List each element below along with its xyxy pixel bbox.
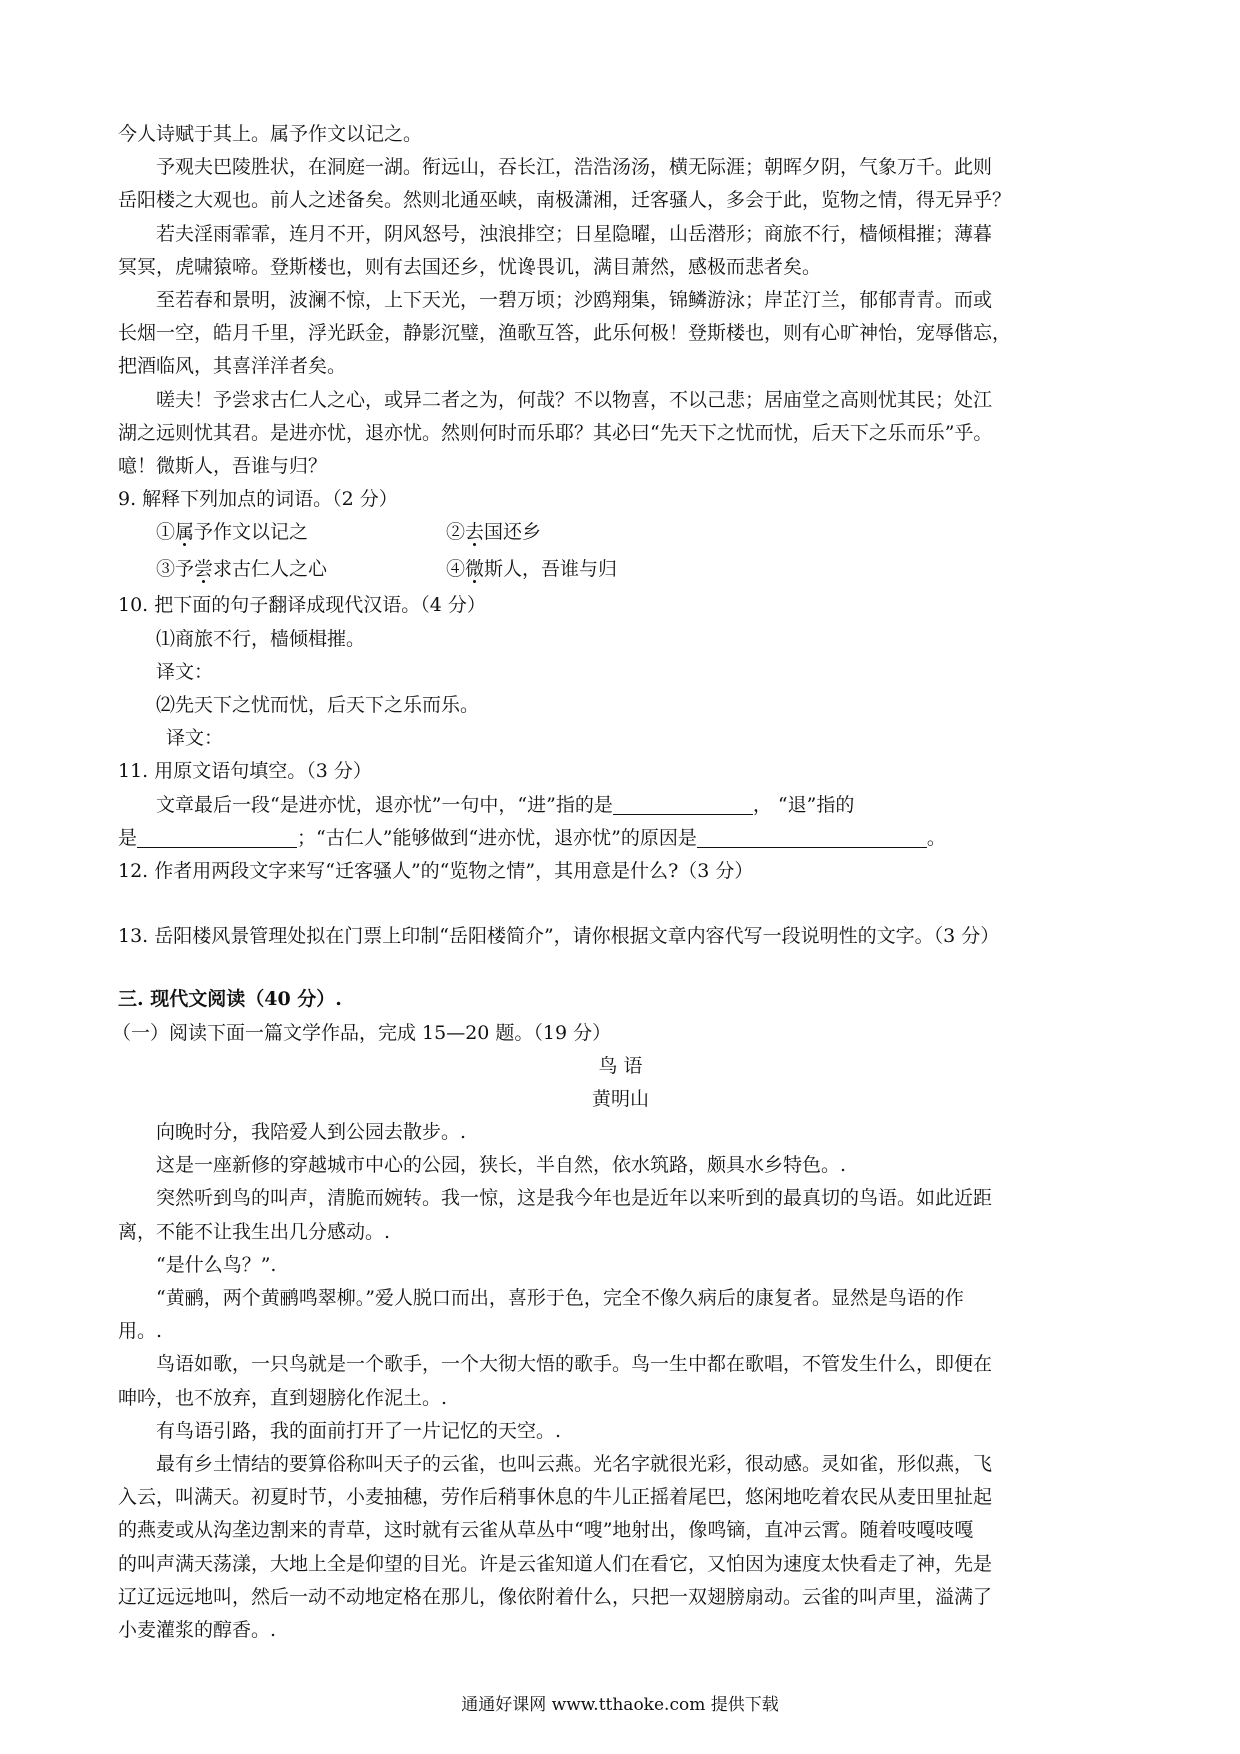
question-10-sentence-1: ⑴商旅不行，樯倾楫摧。 bbox=[156, 627, 366, 650]
text-line: 长烟一空，皓月千里，浮光跃金，静影沉璧，渔歌互答，此乐何极！登斯楼也，则有心旷神怡，宠辱偕忘， bbox=[118, 322, 1012, 345]
answer-blank[interactable] bbox=[697, 825, 927, 848]
text-line: 这是一座新修的穿越城市中心的公园，狭长，半自然，依水筑路，颇具水乡特色。. bbox=[156, 1154, 847, 1177]
text-line: 岳阳楼之大观也。前人之述备矣。然则北通巫峡，南极潇湘，迁客骚人，多会于此，览物之情，得无异乎？ bbox=[118, 189, 1012, 212]
question-11-title: 11. 用原文语句填空。（3 分） bbox=[118, 760, 372, 783]
text-line: “是什么鸟？”. bbox=[156, 1253, 277, 1276]
dotted-word: 微 bbox=[465, 558, 485, 581]
question-10-title: 10. 把下面的句子翻译成现代汉语。（4 分） bbox=[118, 594, 486, 617]
text-line: 最有乡土情结的要算俗称叫天子的云雀，也叫云燕。光名字就很光彩，很动感。灵如雀，形似燕，飞 bbox=[156, 1452, 993, 1475]
question-13: 13. 岳阳楼风景管理处拟在门票上印制“岳阳楼简介”，请你根据文章内容代写一段说明性的文字。（3 分） bbox=[118, 925, 1000, 948]
translation-label: 译文： bbox=[156, 660, 214, 683]
text-segment: ；“古仁人”能够做到“进亦忧，退亦忧”的原因是 bbox=[297, 826, 697, 849]
option-1 bbox=[156, 516, 446, 549]
question-11-line-2 bbox=[118, 822, 1123, 855]
text-line: 冥冥，虎啸猿啼。登斯楼也，则有去国还乡，忧谗畏讥，满目萧然，感极而悲者矣。 bbox=[118, 255, 822, 278]
text-segment: 文章最后一段“是进亦忧，退亦忧”一句中，“进”指的是 bbox=[156, 793, 613, 816]
answer-space bbox=[118, 953, 1123, 983]
text-line: 突然听到鸟的叫声，清脆而婉转。我一惊，这是我今年也是近年以来听到的最真切的鸟语。如此近距 bbox=[156, 1187, 993, 1210]
option-prefix: ② bbox=[446, 521, 466, 544]
answer-blank[interactable] bbox=[137, 825, 297, 848]
text-line: 鸟语如歌，一只鸟就是一个歌手，一个大彻大悟的歌手。鸟一生中都在歌唱，不管发生什么，即便在 bbox=[156, 1353, 993, 1376]
text-line: 向晚时分，我陪爱人到公园去散步。. bbox=[156, 1121, 467, 1144]
text-line: 嗟夫！予尝求古仁人之心，或异二者之为，何哉？不以物喜，不以己悲；居庙堂之高则忧其民；处江 bbox=[156, 388, 993, 411]
text-line: 小麦灌浆的醇香。. bbox=[118, 1618, 277, 1641]
text-line: 把酒临风，其喜洋洋者矣。 bbox=[118, 355, 347, 378]
paragraph-2 bbox=[118, 218, 1123, 284]
text-line: 呻吟，也不放弃，直到翅膀化作泥土。. bbox=[118, 1386, 448, 1409]
option-text: 国还乡 bbox=[484, 521, 542, 544]
text-line: 予观夫巴陵胜状，在洞庭一湖。衔远山，吞长江，浩浩汤汤，横无际涯；朝晖夕阴，气象万千。此则 bbox=[156, 156, 993, 179]
page-footer: 通通好课网 www.tthaoke.com 提供下载 bbox=[461, 1695, 779, 1715]
option-text: 求古仁人之心 bbox=[213, 558, 328, 581]
text-segment: 是 bbox=[118, 826, 138, 849]
translation-label: 译文： bbox=[166, 727, 224, 750]
text-line: 的叫声满天荡漾，大地上全是仰望的目光。许是云雀知道人们在看它，又怕因为速度太快看走了神，先是 bbox=[118, 1552, 993, 1575]
option-text: 予作文以记之 bbox=[194, 521, 309, 544]
poem-intro: 今人诗赋于其上。属予作文以记之。 bbox=[118, 123, 423, 145]
text-line: 离，不能不让我生出几分感动。. bbox=[118, 1220, 391, 1243]
option-text: 斯人，吾谁与归 bbox=[484, 558, 618, 581]
option-prefix: ① bbox=[156, 521, 176, 544]
text-line: 有鸟语引路，我的面前打开了一片记忆的天空。. bbox=[156, 1419, 562, 1442]
text-line: 若夫淫雨霏霏，连月不开，阴风怒号，浊浪排空；日星隐曜，山岳潜形；商旅不行，樯倾楫摧；薄暮 bbox=[156, 222, 993, 245]
text-line: “黄鹂，两个黄鹂鸣翠柳。”爱人脱口而出，喜形于色，完全不像久病后的康复者。显然是鸟语的作 bbox=[156, 1287, 964, 1309]
text-segment: ， “退”指的 bbox=[752, 793, 855, 816]
text-segment: 。 bbox=[926, 826, 946, 849]
text-line: 的燕麦或从沟垄边割来的青草，这时就有云雀从草丛中“嗖”地射出，像鸣镝，直冲云霄。随着吱嘎吱嘎 bbox=[118, 1519, 974, 1542]
text-line: 入云，叫满天。初夏时节，小麦抽穗，劳作后稍事休息的牛儿正摇着尾巴，悠闲地吃着农民从麦田里扯起 bbox=[118, 1486, 993, 1509]
dotted-word: 尝 bbox=[194, 558, 214, 581]
article-author: 黄明山 bbox=[591, 1087, 649, 1110]
paragraph-3 bbox=[118, 284, 1123, 384]
answer-space bbox=[118, 888, 1123, 920]
subsection-1-heading: （一）阅读下面一篇文学作品，完成 15—20 题。（19 分） bbox=[112, 1021, 612, 1044]
option-4 bbox=[446, 549, 736, 589]
answer-blank[interactable] bbox=[613, 792, 753, 815]
text-line: 用。. bbox=[118, 1320, 163, 1343]
option-prefix: ④ bbox=[446, 558, 466, 581]
text-line: 湖之远则忧其君。是进亦忧，退亦忧。然则何时而乐耶？其必曰“先天下之忧而忧，后天下之乐而乐”乎。 bbox=[118, 421, 993, 444]
paragraph-4 bbox=[118, 384, 1123, 484]
text-line: 至若春和景明，波澜不惊，上下天光，一碧万顷；沙鸥翔集，锦鳞游泳；岸芷汀兰，郁郁青青。而或 bbox=[156, 288, 993, 311]
option-prefix: ③予 bbox=[156, 558, 195, 581]
dotted-word: 属 bbox=[175, 521, 195, 544]
question-11-line-1 bbox=[118, 789, 1123, 822]
paragraph-1 bbox=[118, 151, 1123, 217]
question-9-title: 9. 解释下列加点的词语。（2 分） bbox=[118, 488, 398, 511]
text-line: 噫！微斯人，吾谁与归？ bbox=[118, 454, 328, 477]
option-3 bbox=[156, 549, 446, 589]
document-page bbox=[112, 118, 1123, 1647]
question-10-sentence-2: ⑵先天下之忧而忧，后天下之乐而乐。 bbox=[156, 694, 480, 716]
text-line: 辽辽远远地叫，然后一动不动地定格在那儿，像依附着什么，只把一双翅膀扇动。云雀的叫声里，溢满了 bbox=[118, 1585, 993, 1608]
question-9-options-row-2 bbox=[118, 549, 1123, 589]
question-9-options-row-1 bbox=[118, 516, 1123, 549]
question-12: 12. 作者用两段文字来写“迁客骚人”的“览物之情”，其用意是什么?（3 分） bbox=[118, 859, 754, 882]
option-2 bbox=[446, 516, 736, 549]
article-title: 鸟 语 bbox=[598, 1054, 643, 1077]
section-3-heading: 三. 现代文阅读（40 分）. bbox=[118, 988, 342, 1011]
dotted-word: 去 bbox=[465, 521, 485, 544]
